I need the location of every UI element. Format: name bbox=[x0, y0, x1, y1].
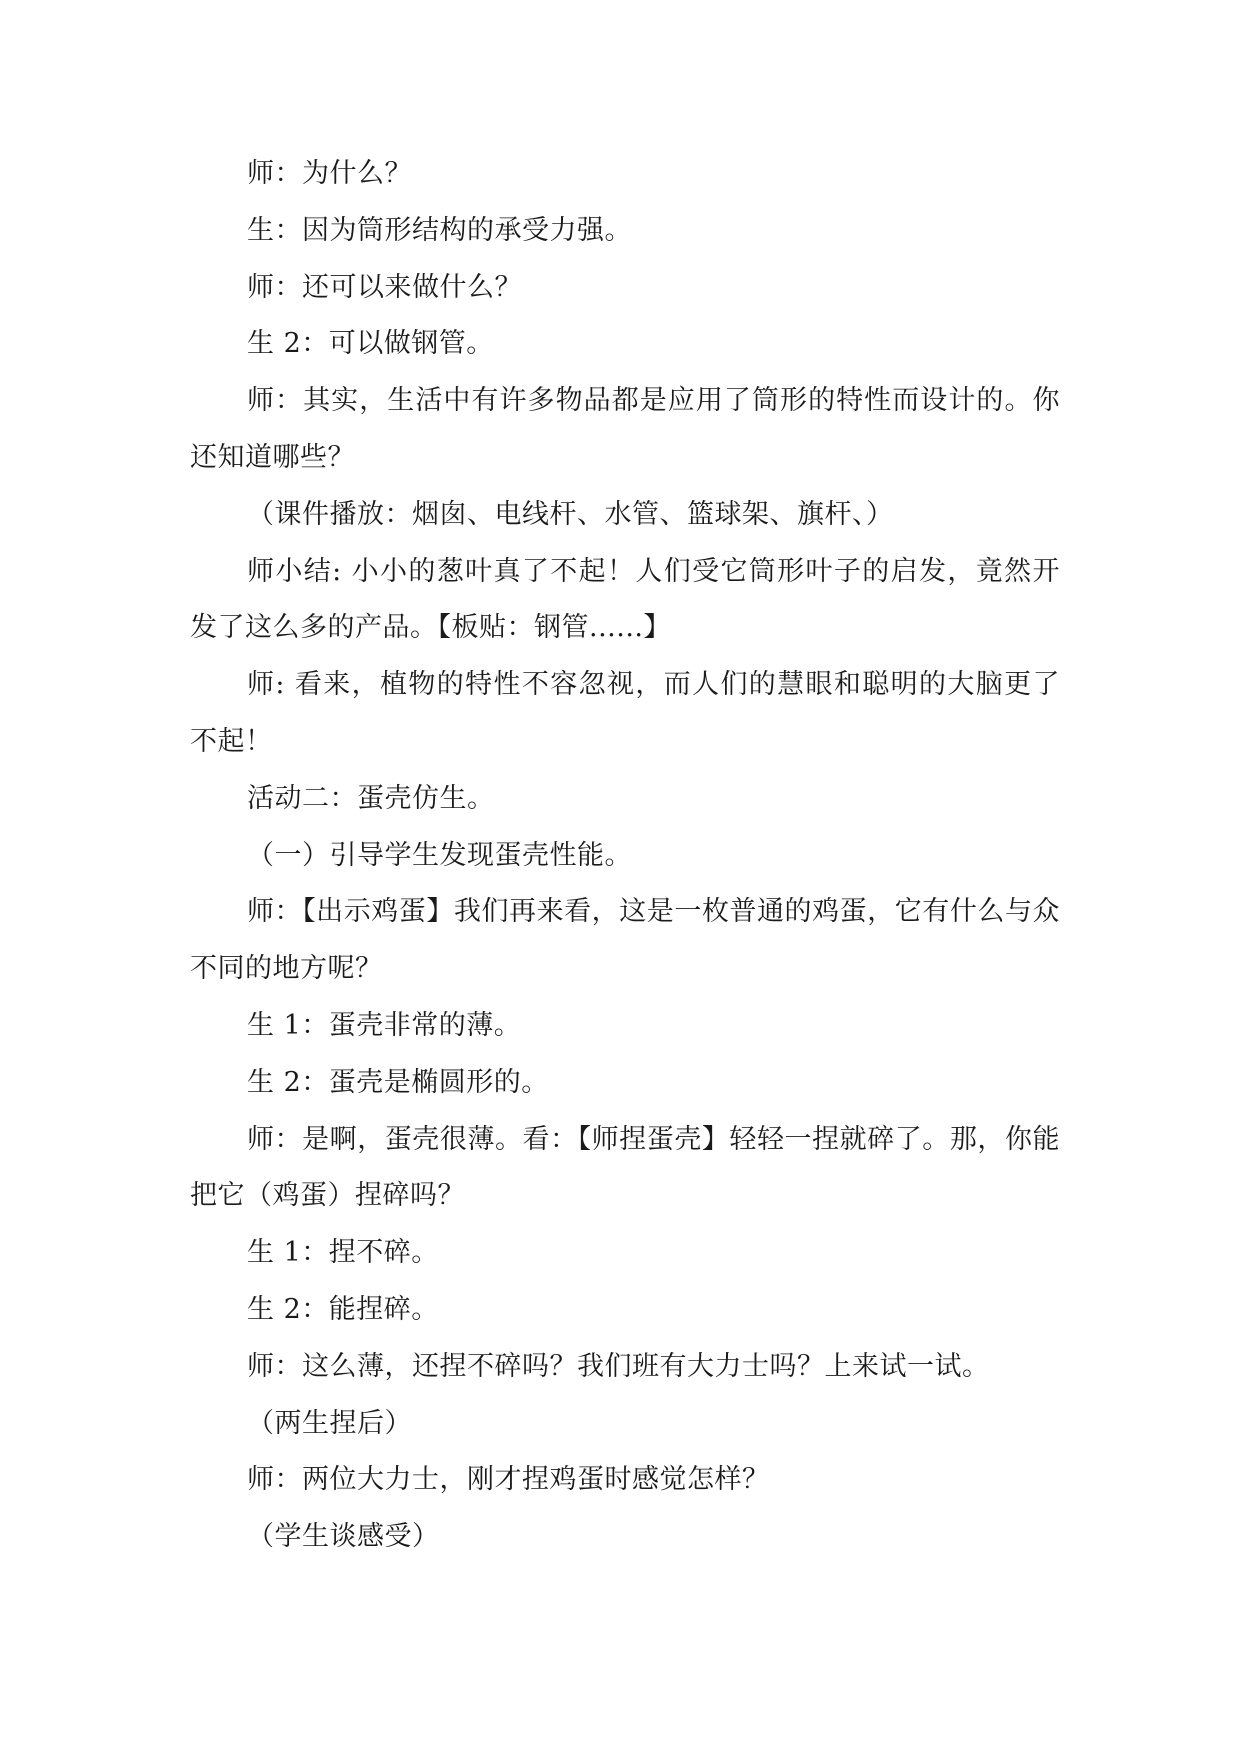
paragraph: 生 1：捏不碎。 bbox=[247, 1237, 439, 1269]
paragraph: 师：【出示鸡蛋】我们再来看，这是一枚普通的鸡蛋，它有什么与众不同的地方呢？ bbox=[190, 896, 1060, 985]
document-body bbox=[190, 146, 1060, 1566]
paragraph: 生 2：可以做钢管。 bbox=[247, 328, 494, 360]
paragraph: 师：为什么？ bbox=[247, 158, 412, 189]
paragraph: 师：其实，生活中有许多物品都是应用了筒形的特性而设计的。你还知道哪些？ bbox=[190, 385, 1060, 473]
paragraph: 生：因为筒形结构的承受力强。 bbox=[247, 214, 632, 246]
paragraph: （两生捏后） bbox=[247, 1407, 412, 1439]
paragraph: 生 2：蛋壳是椭圆形的。 bbox=[247, 1066, 549, 1098]
paragraph: 生 1：蛋壳非常的薄。 bbox=[247, 1009, 522, 1041]
paragraph: 师: 看来，植物的特性不容忽视，而人们的慧眼和聪明的大脑更了不起！ bbox=[190, 669, 1060, 757]
paragraph: 活动二：蛋壳仿生。 bbox=[247, 782, 495, 814]
paragraph: 师：这么薄，还捏不碎吗？我们班有大力士吗？上来试一试。 bbox=[247, 1350, 990, 1382]
paragraph: 师：还可以来做什么？ bbox=[247, 271, 522, 303]
paragraph: （学生谈感受） bbox=[247, 1521, 440, 1553]
paragraph: 师：两位大力士，刚才捏鸡蛋时感觉怎样？ bbox=[247, 1464, 770, 1496]
paragraph: 师：是啊，蛋壳很薄。看：【师捏蛋壳】轻轻一捏就碎了。那，你能把它（鸡蛋）捏碎吗？ bbox=[190, 1123, 1060, 1212]
paragraph: （一）引导学生发现蛋壳性能。 bbox=[247, 839, 632, 871]
paragraph: 生 2：能捏碎。 bbox=[247, 1293, 439, 1325]
paragraph: （课件播放：烟囱、电线杆、水管、篮球架、旗杆、） bbox=[247, 498, 894, 530]
paragraph: 师小结: 小小的葱叶真了不起！人们受它筒形叶子的启发，竟然开发了这么多的产品。【板贴：钢管......】 bbox=[190, 555, 1060, 644]
